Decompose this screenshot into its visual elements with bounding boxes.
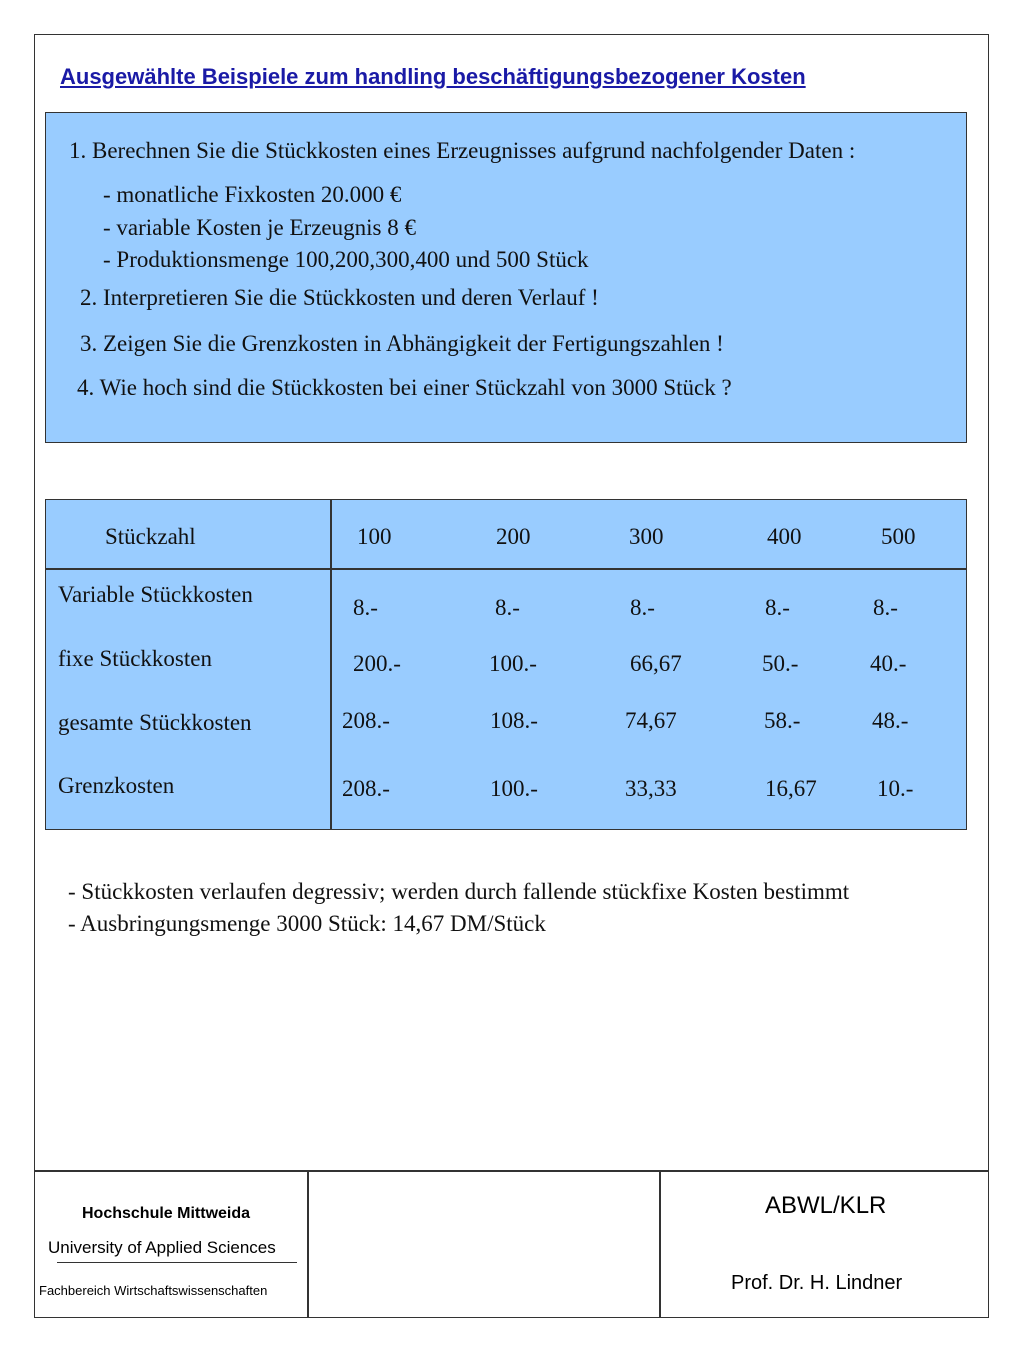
table-cell: 10.- xyxy=(877,776,914,801)
table-column-header: 300 xyxy=(629,524,664,549)
footer-divider xyxy=(34,1170,989,1172)
table-cell: 8.- xyxy=(495,595,520,620)
footer-divider-right xyxy=(659,1170,661,1318)
professor-name: Prof. Dr. H. Lindner xyxy=(731,1272,903,1294)
page-title: Ausgewählte Beispiele zum handling beschäftigungsbezogener Kosten xyxy=(60,64,806,89)
task-3: 3. Zeigen Sie die Grenzkosten in Abhängigkeit der Fertigungszahlen ! xyxy=(80,331,724,356)
table-cell: 50.- xyxy=(762,651,799,676)
table-cell: 208.- xyxy=(342,776,390,801)
table-row-label: Variable Stückkosten xyxy=(58,582,253,607)
table-row-label: fixe Stückkosten xyxy=(58,646,212,671)
task-box xyxy=(45,112,967,443)
table-column-header: 500 xyxy=(881,524,916,549)
cost-table xyxy=(45,499,967,830)
note-line: - Stückkosten verlaufen degressiv; werden durch fallende stückfixe Kosten bestimmt xyxy=(68,879,850,904)
table-cell: 16,67 xyxy=(765,776,817,801)
table-cell: 108.- xyxy=(490,708,538,733)
table-column-header: 100 xyxy=(357,524,392,549)
task-data-variable-costs: - variable Kosten je Erzeugnis 8 € xyxy=(103,215,416,240)
table-column-header: 400 xyxy=(767,524,802,549)
task-4: 4. Wie hoch sind die Stückkosten bei einer Stückzahl von 3000 Stück ? xyxy=(77,375,732,400)
table-cell: 8.- xyxy=(873,595,898,620)
task-1: 1. Berechnen Sie die Stückkosten eines Erzeugnisses aufgrund nachfolgender Daten : xyxy=(69,138,856,163)
university-name: University of Applied Sciences xyxy=(48,1238,276,1257)
table-row-label: gesamte Stückkosten xyxy=(58,710,252,735)
table-column-header: 200 xyxy=(496,524,531,549)
note-line: - Ausbringungsmenge 3000 Stück: 14,67 DM/Stück xyxy=(68,911,546,936)
table-cell: 33,33 xyxy=(625,776,677,801)
table-header-label: Stückzahl xyxy=(105,524,196,549)
school-name: Hochschule Mittweida xyxy=(82,1205,251,1222)
table-cell: 8.- xyxy=(353,595,378,620)
table-cell: 74,67 xyxy=(625,708,677,733)
table-cell: 200.- xyxy=(353,651,401,676)
task-data-production: - Produktionsmenge 100,200,300,400 und 500 Stück xyxy=(103,247,589,272)
table-cell: 8.- xyxy=(765,595,790,620)
department-name: Fachbereich Wirtschaftswissenschaften xyxy=(39,1283,268,1298)
task-2: 2. Interpretieren Sie die Stückkosten und deren Verlauf ! xyxy=(80,285,599,310)
table-cell: 8.- xyxy=(630,595,655,620)
notes xyxy=(68,876,849,940)
footer-underline xyxy=(57,1262,297,1263)
table-cell: 100.- xyxy=(489,651,537,676)
table-cell: 58.- xyxy=(764,708,801,733)
table-row-label: Grenzkosten xyxy=(58,773,175,798)
table-divider-horizontal xyxy=(46,568,966,570)
table-divider-vertical xyxy=(330,500,332,829)
table-cell: 48.- xyxy=(872,708,909,733)
task-data-fixed-costs: - monatliche Fixkosten 20.000 € xyxy=(103,182,402,207)
table-cell: 40.- xyxy=(870,651,907,676)
footer-divider-left xyxy=(307,1170,309,1318)
table-cell: 66,67 xyxy=(630,651,682,676)
table-cell: 100.- xyxy=(490,776,538,801)
table-cell: 208.- xyxy=(342,708,390,733)
course-name: ABWL/KLR xyxy=(765,1192,887,1219)
